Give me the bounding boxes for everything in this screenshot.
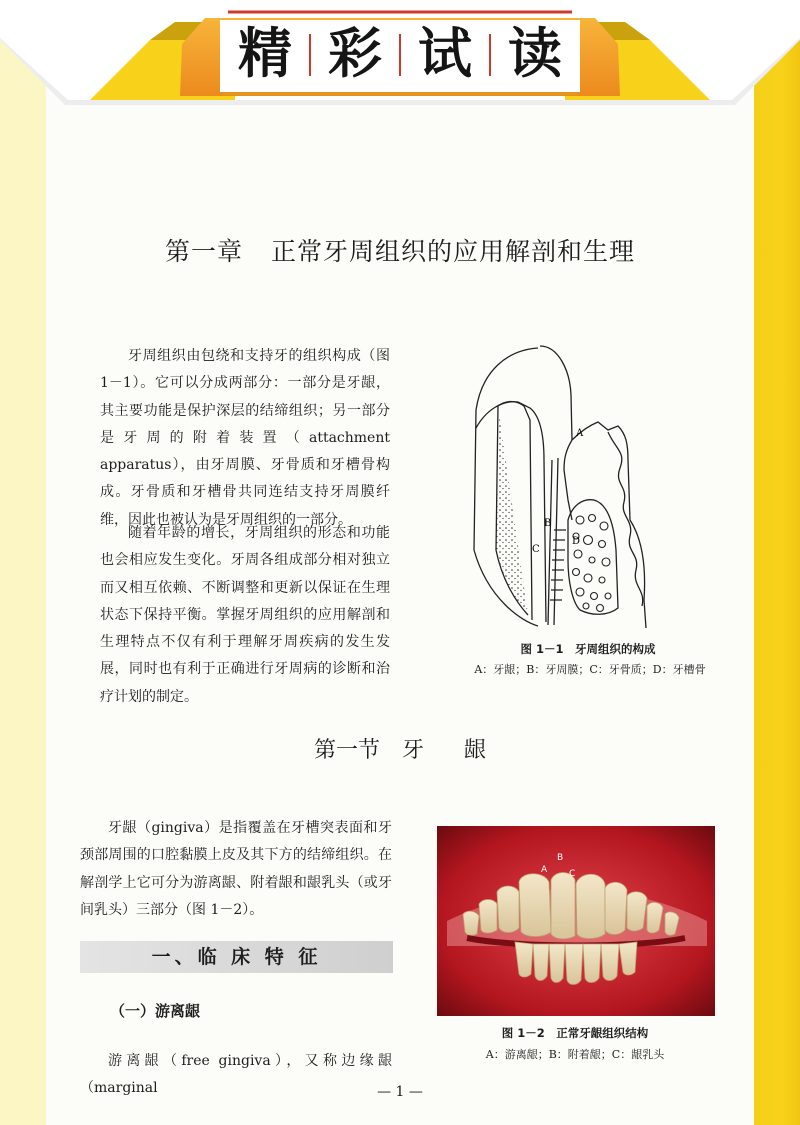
figure-1-caption: 图 1－1 牙周组织的构成 [520, 642, 656, 656]
section-heading-band [80, 941, 393, 973]
chapter-heading: 正常牙周组织的应用解剖和生理 [271, 237, 636, 266]
diagram-label-a: A [576, 428, 584, 439]
subheading-free-gingiva: （一）游离龈 [110, 1002, 201, 1020]
banner-divider [399, 34, 401, 76]
section-title-char-2: 龈 [464, 738, 487, 763]
diagram-label-c: C [532, 544, 540, 555]
photo-label-a: A [541, 865, 548, 875]
banner-char: 读 [508, 22, 562, 85]
photo-label-b: B [557, 853, 564, 863]
left-margin-strip [0, 0, 46, 1125]
banner-char: 精 [238, 22, 292, 85]
section-title [0, 733, 800, 764]
chapter-number: 第一章 [164, 237, 243, 266]
section-title-char-1: 牙 [401, 738, 424, 763]
chapter-title [0, 232, 800, 268]
intro-paragraph-1: 牙周组织由包绕和支持牙的组织构成（图 1－1）。它可以分成两部分：一部分是牙龈，其主要功能是保护深层的结缔组织；另一部分是牙周的附着装置（attachment apparatus），由牙周膜、牙骨质和牙槽骨构成。牙骨质和牙槽骨共同连结支持牙周膜纤维，因此也被认为是牙周组织的一部分。 [100, 348, 390, 528]
diagram-label-b: B [544, 518, 552, 529]
free-gingiva-paragraph: 游离龈（free gingiva），又称边缘龈（marginal [80, 1053, 392, 1097]
banner-divider [489, 34, 491, 76]
banner-char: 彩 [328, 22, 382, 85]
figure-2-caption: 图 1－2 正常牙龈组织结构 [501, 1026, 649, 1040]
photo-label-c: C [569, 869, 576, 879]
right-yellow-strip [754, 0, 800, 1125]
banner-divider [309, 34, 311, 76]
banner-char: 试 [418, 22, 472, 85]
clinical-heading: 一、临 床 特 征 [151, 946, 322, 968]
gingiva-photo [437, 826, 715, 1016]
section-number: 第一节 [313, 738, 380, 763]
figure-2-legend: A：游离龈；B：附着龈；C：龈乳头 [485, 1048, 665, 1061]
gingiva-paragraph: 牙龈（gingiva）是指覆盖在牙槽突表面和牙颈部周围的口腔黏膜上皮及其下方的结缔组织。在解剖学上它可分为游离龈、附着龈和龈乳头（或牙间乳头）三部分（图 1－2）。 [80, 820, 392, 918]
periodontium-diagram [468, 340, 708, 632]
page-number: — 1 — [377, 1084, 423, 1100]
figure-1-legend: A：牙龈；B：牙周膜；C：牙骨质；D：牙槽骨 [474, 663, 706, 676]
diagram-label-d: D [572, 536, 581, 547]
intro-paragraph-2: 随着年龄的增长，牙周组织的形态和功能也会相应发生变化。牙周各组成部分相对独立而又相互依赖、不断调整和更新以保证在生理状态下保持平衡。掌握牙周组织的应用解剖和生理特点不仅有利于理解牙周疾病的发生发展，同时也有利于正确进行牙周病的诊断和治疗计划的制定。 [100, 525, 390, 705]
